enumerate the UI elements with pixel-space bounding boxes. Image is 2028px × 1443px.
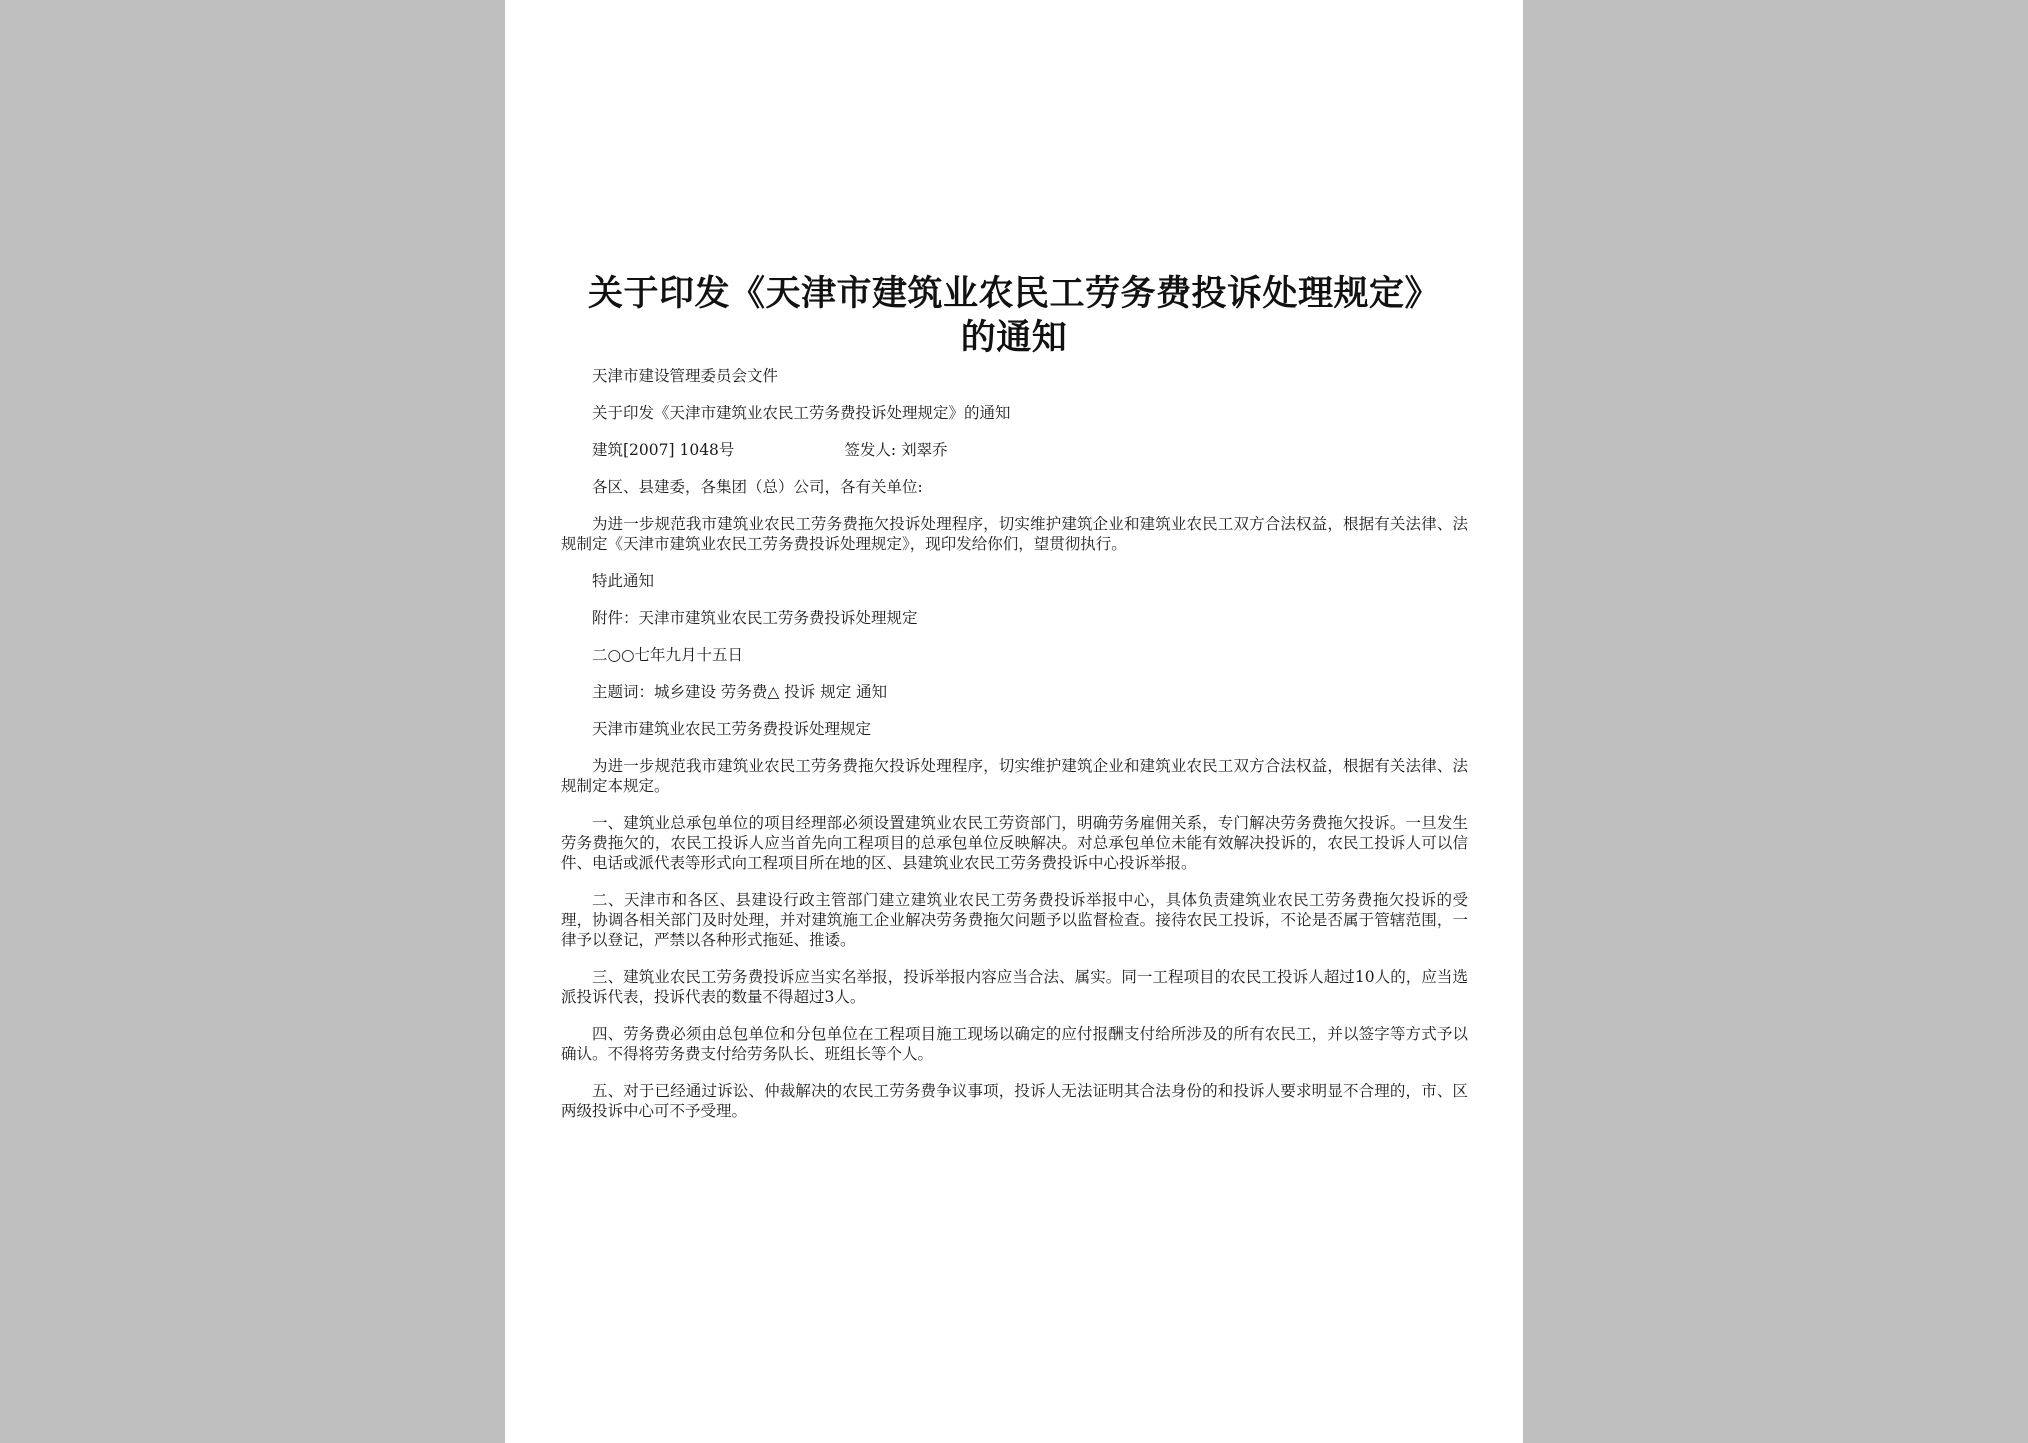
article-4: 四、劳务费必须由总包单位和分包单位在工程项目施工现场以确定的应付报酬支付给所涉及的所有农民工，并以签字等方式予以确认。不得将劳务费支付给劳务队长、班组长等个人。 <box>561 1025 1468 1063</box>
attachment-line: 附件：天津市建筑业农民工劳务费投诉处理规定 <box>592 609 918 627</box>
subject-line: 关于印发《天津市建筑业农民工劳务费投诉处理规定》的通知 <box>592 404 1011 422</box>
document-title: 关于印发《天津市建筑业农民工劳务费投诉处理规定》 <box>587 274 1440 314</box>
keywords-line: 主题词：城乡建设 劳务费△ 投诉 规定 通知 <box>592 683 888 701</box>
document-body <box>561 366 1468 1138</box>
regulation-title: 天津市建筑业农民工劳务费投诉处理规定 <box>592 720 872 738</box>
document-title-continuation: 的通知 <box>960 318 1068 358</box>
article-1: 一、建筑业总承包单位的项目经理部必须设置建筑业农民工劳资部门，明确劳务雇佣关系，专门解决劳务费拖欠投诉。一旦发生劳务费拖欠的，农民工投诉人应当首先向工程项目的总承包单位反映解决。对总承包单位未能有效解决投诉的，农民工投诉人可以信件、电话或派代表等形式向工程项目所在地的区、县建筑业农民工劳务费投诉中心投诉举报。 <box>561 814 1468 872</box>
date-line: 二○○七年九月十五日 <box>592 646 744 664</box>
article-5: 五、对于已经通过诉讼、仲裁解决的农民工劳务费争议事项，投诉人无法证明其合法身份的和投诉人要求明显不合理的，市、区两级投诉中心可不予受理。 <box>561 1082 1468 1120</box>
article-2: 二、天津市和各区、县建设行政主管部门建立建筑业农民工劳务费投诉举报中心，具体负责建筑业农民工劳务费拖欠投诉的受理，协调各相关部门及时处理，并对建筑施工企业解决劳务费拖欠问题予以监督检查。接待农民工投诉，不论是否属于管辖范围，一律予以登记，严禁以各种形式拖延、推诿。 <box>561 891 1468 949</box>
intro-paragraph: 为进一步规范我市建筑业农民工劳务费拖欠投诉处理程序，切实维护建筑企业和建筑业农民工双方合法权益，根据有关法律、法规制定《天津市建筑业农民工劳务费投诉处理规定》，现印发给你们，望贯彻执行。 <box>561 515 1468 553</box>
addressees: 各区、县建委，各集团（总）公司，各有关单位: <box>592 478 923 496</box>
document-page <box>505 0 1523 1443</box>
article-3: 三、建筑业农民工劳务费投诉应当实名举报，投诉举报内容应当合法、属实。同一工程项目的农民工投诉人超过10人的，应当选派投诉代表，投诉代表的数量不得超过3人。 <box>561 968 1468 1006</box>
doc-number-row <box>561 440 1468 460</box>
regulation-intro: 为进一步规范我市建筑业农民工劳务费拖欠投诉处理程序，切实维护建筑企业和建筑业农民工双方合法权益，根据有关法律、法规制定本规定。 <box>561 757 1468 795</box>
notice-line: 特此通知 <box>592 572 655 590</box>
issuer-line: 天津市建设管理委员会文件 <box>592 367 779 385</box>
doc-number: 建筑[2007] 1048号 <box>592 441 735 459</box>
signer: 签发人: 刘翠乔 <box>844 441 948 459</box>
